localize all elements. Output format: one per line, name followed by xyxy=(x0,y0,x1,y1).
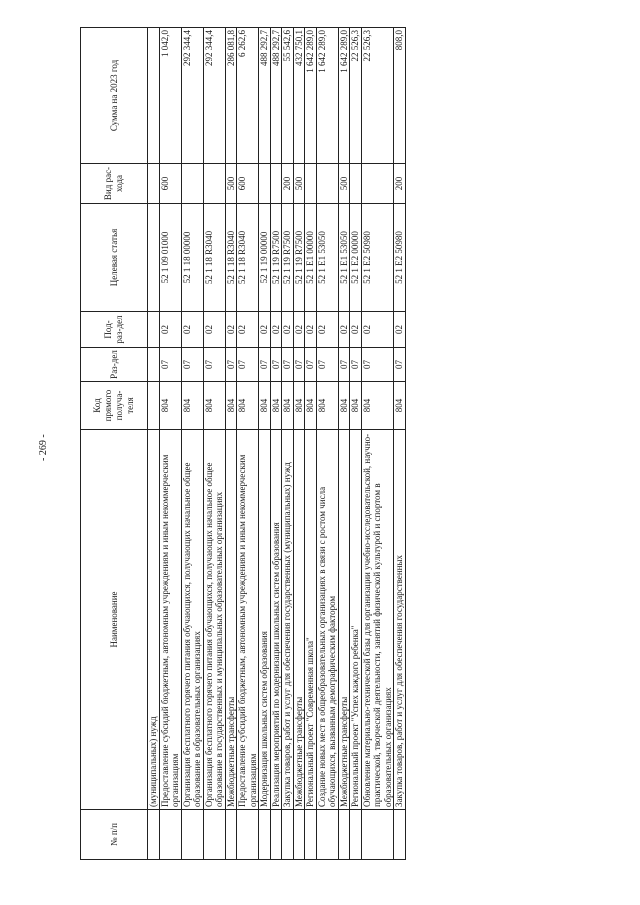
cell-sum: 6 262,6 xyxy=(237,28,259,164)
cell-sum: 808,0 xyxy=(394,28,406,164)
cell-num xyxy=(350,810,362,860)
table-row xyxy=(159,28,181,860)
cell-target: 52 1 E1 53050 xyxy=(338,204,350,312)
cell-kind xyxy=(259,164,271,204)
header-name: Наименование xyxy=(81,430,148,810)
cell-subsection: 02 xyxy=(225,312,237,348)
cell-code: 804 xyxy=(316,382,338,430)
cell-subsection: 02 xyxy=(350,312,362,348)
cell-kind xyxy=(270,164,282,204)
cell-section: 07 xyxy=(237,348,259,382)
cell-kind xyxy=(148,164,160,204)
cell-kind xyxy=(350,164,362,204)
cell-target: 52 1 E2 50980 xyxy=(394,204,406,312)
cell-section: 07 xyxy=(316,348,338,382)
cell-sum: 22 526,3 xyxy=(350,28,362,164)
cell-name: Региональный проект "Успех каждого ребенка" xyxy=(350,430,362,810)
cell-num xyxy=(394,810,406,860)
cell-section: 07 xyxy=(225,348,237,382)
cell-target: 52 1 E1 00000 xyxy=(305,204,317,312)
cell-section: 07 xyxy=(282,348,294,382)
table-row xyxy=(282,28,294,860)
table-row xyxy=(394,28,406,860)
cell-subsection: 02 xyxy=(282,312,294,348)
cell-num xyxy=(305,810,317,860)
cell-code: 804 xyxy=(203,382,225,430)
cell-section: 07 xyxy=(293,348,305,382)
cell-name: Региональный проект "Современная школа" xyxy=(305,430,317,810)
cell-subsection: 02 xyxy=(293,312,305,348)
table-row xyxy=(270,28,282,860)
cell-section: 07 xyxy=(203,348,225,382)
cell-name: Закупка товаров, работ и услуг для обеспечения государственных xyxy=(394,430,406,810)
cell-section: 07 xyxy=(159,348,181,382)
cell-name: Предоставление субсидий бюджетным, автономным учреждениям и иным некоммерческим организациям xyxy=(159,430,181,810)
cell-target: 52 1 18 00000 xyxy=(181,204,203,312)
cell-target: 52 1 19 R7500 xyxy=(282,204,294,312)
cell-num xyxy=(181,810,203,860)
cell-subsection: 02 xyxy=(237,312,259,348)
cell-num xyxy=(293,810,305,860)
cell-sum: 488 292,7 xyxy=(259,28,271,164)
cell-subsection: 02 xyxy=(203,312,225,348)
cell-target: 52 1 19 00000 xyxy=(259,204,271,312)
cell-target: 52 1 E2 50980 xyxy=(361,204,394,312)
cell-code: 804 xyxy=(305,382,317,430)
cell-code: 804 xyxy=(225,382,237,430)
cell-code: 804 xyxy=(237,382,259,430)
cell-section xyxy=(148,348,160,382)
cell-code: 804 xyxy=(361,382,394,430)
cell-kind xyxy=(305,164,317,204)
table-row xyxy=(305,28,317,860)
cell-kind: 200 xyxy=(394,164,406,204)
cell-name: Модернизация школьных систем образования xyxy=(259,430,271,810)
table-row xyxy=(225,28,237,860)
cell-num xyxy=(282,810,294,860)
cell-name: Предоставление субсидий бюджетным, автономным учреждениям и иным некоммерческим организациям xyxy=(237,430,259,810)
table-row xyxy=(316,28,338,860)
header-section: Раз-дел xyxy=(81,348,148,382)
cell-kind: 200 xyxy=(282,164,294,204)
cell-subsection: 02 xyxy=(259,312,271,348)
cell-name: Организация бесплатного горячего питания обучающихся, получающих начальное общее образование в государственных и муниципальных образовательных организациях xyxy=(203,430,225,810)
cell-subsection: 02 xyxy=(361,312,394,348)
cell-kind xyxy=(181,164,203,204)
cell-num xyxy=(237,810,259,860)
cell-target: 52 1 19 R7500 xyxy=(293,204,305,312)
cell-target: 52 1 19 R7500 xyxy=(270,204,282,312)
cell-num xyxy=(270,810,282,860)
table-row xyxy=(350,28,362,860)
cell-sum xyxy=(148,28,160,164)
cell-num xyxy=(338,810,350,860)
cell-kind: 500 xyxy=(338,164,350,204)
cell-name: Межбюджетные трансферты xyxy=(338,430,350,810)
cell-code: 804 xyxy=(338,382,350,430)
cell-num xyxy=(203,810,225,860)
cell-sum: 1 642 289,0 xyxy=(305,28,317,164)
cell-subsection xyxy=(148,312,160,348)
cell-name: Организация бесплатного горячего питания обучающихся, получающих начальное общее образование в образовательных организациях xyxy=(181,430,203,810)
cell-name: Закупка товаров, работ и услуг для обеспечения государственных (муниципальных) нужд xyxy=(282,430,294,810)
budget-table xyxy=(80,27,406,860)
cell-name: (муниципальных) нужд xyxy=(148,430,160,810)
cell-num xyxy=(316,810,338,860)
cell-subsection: 02 xyxy=(394,312,406,348)
cell-name: Создание новых мест в общеобразовательных организациях в связи с ростом числа обучающихся, вызванным демографическим фактором xyxy=(316,430,338,810)
cell-subsection: 02 xyxy=(305,312,317,348)
cell-kind: 500 xyxy=(293,164,305,204)
cell-section: 07 xyxy=(181,348,203,382)
cell-num xyxy=(159,810,181,860)
cell-target: 52 1 18 R3040 xyxy=(203,204,225,312)
cell-target: 52 1 09 01000 xyxy=(159,204,181,312)
page-number: - 269 - xyxy=(38,434,49,462)
table-row xyxy=(203,28,225,860)
cell-code: 804 xyxy=(181,382,203,430)
table-row xyxy=(148,28,160,860)
cell-target: 52 1 E2 00000 xyxy=(350,204,362,312)
cell-kind: 600 xyxy=(159,164,181,204)
cell-section: 07 xyxy=(305,348,317,382)
cell-code: 804 xyxy=(159,382,181,430)
table-row xyxy=(181,28,203,860)
cell-num xyxy=(259,810,271,860)
table-row xyxy=(293,28,305,860)
cell-num xyxy=(225,810,237,860)
cell-subsection: 02 xyxy=(181,312,203,348)
cell-target: 52 1 18 R3040 xyxy=(237,204,259,312)
cell-kind: 500 xyxy=(225,164,237,204)
cell-num xyxy=(361,810,394,860)
cell-code: 804 xyxy=(350,382,362,430)
cell-sum: 432 750,1 xyxy=(293,28,305,164)
header-target: Целевая статья xyxy=(81,204,148,312)
table-row xyxy=(259,28,271,860)
cell-target: 52 1 E1 53050 xyxy=(316,204,338,312)
cell-sum: 55 542,6 xyxy=(282,28,294,164)
cell-sum: 1 642 289,0 xyxy=(338,28,350,164)
table-row xyxy=(237,28,259,860)
cell-target xyxy=(148,204,160,312)
cell-name: Межбюджетные трансферты xyxy=(225,430,237,810)
cell-section: 07 xyxy=(259,348,271,382)
rotated-table-container xyxy=(80,28,560,860)
cell-num xyxy=(148,810,160,860)
cell-name: Реализация мероприятий по модернизации школьных систем образования xyxy=(270,430,282,810)
cell-kind xyxy=(203,164,225,204)
cell-section: 07 xyxy=(270,348,282,382)
cell-name: Обновление материально-технической базы для организации учебно-исследовательской, научно-практической, творческой деятельности, занятий физической культурой и спортом в образовательных организациях xyxy=(361,430,394,810)
cell-sum: 286 081,8 xyxy=(225,28,237,164)
header-kind: Вид рас-хода xyxy=(81,164,148,204)
cell-sum: 22 526,3 xyxy=(361,28,394,164)
cell-code xyxy=(148,382,160,430)
cell-code: 804 xyxy=(259,382,271,430)
cell-sum: 292 344,4 xyxy=(203,28,225,164)
cell-code: 804 xyxy=(282,382,294,430)
header-num: № п/п xyxy=(81,810,148,860)
cell-section: 07 xyxy=(394,348,406,382)
cell-subsection: 02 xyxy=(316,312,338,348)
cell-subsection: 02 xyxy=(270,312,282,348)
cell-name: Межбюджетные трансферты xyxy=(293,430,305,810)
header-subsection: Под-раз-дел xyxy=(81,312,148,348)
cell-sum: 292 344,4 xyxy=(181,28,203,164)
table-row xyxy=(361,28,394,860)
cell-code: 804 xyxy=(394,382,406,430)
table-body xyxy=(148,28,406,860)
cell-code: 804 xyxy=(293,382,305,430)
cell-section: 07 xyxy=(361,348,394,382)
cell-kind xyxy=(361,164,394,204)
table-row xyxy=(338,28,350,860)
cell-kind xyxy=(316,164,338,204)
cell-subsection: 02 xyxy=(338,312,350,348)
cell-kind: 600 xyxy=(237,164,259,204)
cell-subsection: 02 xyxy=(159,312,181,348)
cell-target: 52 1 18 R3040 xyxy=(225,204,237,312)
cell-sum: 488 292,7 xyxy=(270,28,282,164)
cell-section: 07 xyxy=(338,348,350,382)
cell-sum: 1 042,0 xyxy=(159,28,181,164)
header-sum: Сумма на 2023 год xyxy=(81,28,148,164)
table-header-row xyxy=(81,28,148,860)
header-code: Код прямого получа-теля xyxy=(81,382,148,430)
cell-sum: 1 642 289,0 xyxy=(316,28,338,164)
cell-section: 07 xyxy=(350,348,362,382)
cell-code: 804 xyxy=(270,382,282,430)
